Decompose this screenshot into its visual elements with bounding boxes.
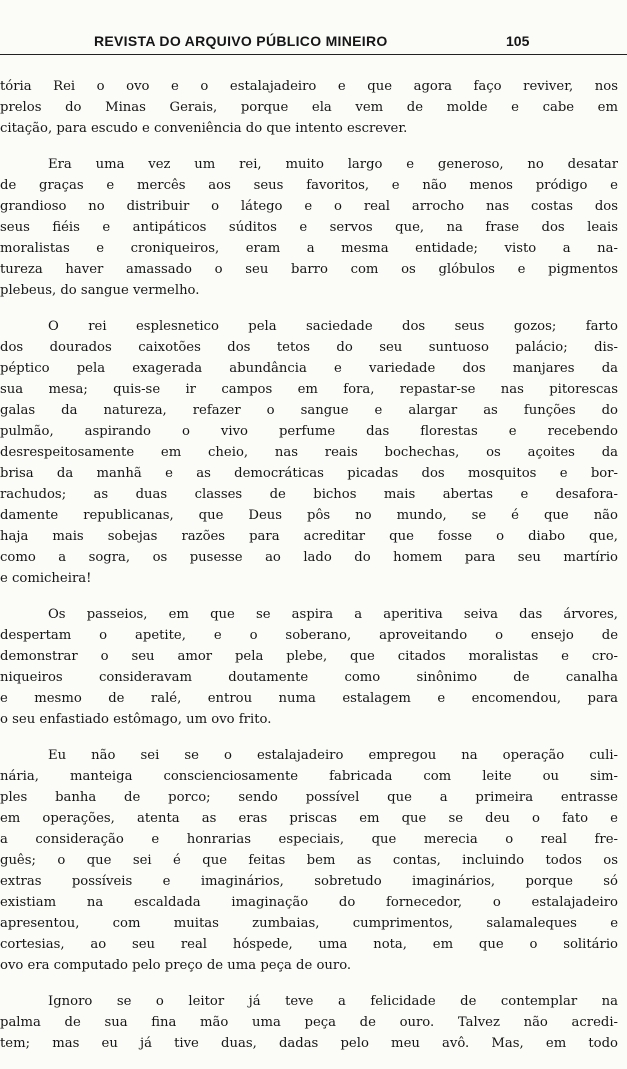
text-line: dos dourados caixotões dos tetos do seu suntuoso palácio; dis- — [0, 340, 618, 355]
text-line: prelos do Minas Gerais, porque ela vem de molde e cabe em — [0, 100, 618, 115]
page-number: 105 — [506, 33, 530, 49]
paragraph-4 — [0, 604, 618, 730]
text-line: péptico pela exagerada abundância e variedade dos manjares da — [0, 361, 618, 376]
text-line: e mesmo de ralé, entrou numa estalagem e encomendou, para — [0, 691, 618, 706]
text-line: tória Rei o ovo e o estalajadeiro e que agora faço reviver, nos — [0, 79, 618, 94]
text-line: seus fiéis e antipáticos súditos e servos que, na frase dos leais — [0, 220, 618, 235]
text-line: ovo era computado pelo preço de uma peça de ouro. — [0, 958, 352, 973]
text-line: tem; mas eu já tive duas, dadas pelo meu avô. Mas, em todo — [0, 1036, 618, 1051]
text-line: haja mais sobejas razões para acreditar que fosse o diabo que, — [0, 529, 618, 544]
text-line: citação, para escudo e conveniência do que intento escrever. — [0, 121, 408, 136]
text-line: plebeus, do sangue vermelho. — [0, 283, 200, 298]
text-line: em operações, atenta as eras priscas em que se deu o fato e — [0, 811, 618, 826]
text-line: nária, manteiga conscienciosamente fabricada com leite ou sim- — [0, 769, 618, 784]
text-line: Eu não sei se o estalajadeiro empregou na operação culi- — [48, 748, 618, 763]
text-line: demonstrar o seu amor pela plebe, que citados moralistas e cro- — [0, 649, 618, 664]
text-line: brisa da manhã e as democráticas picadas dos mosquitos e bor- — [0, 466, 618, 481]
text-line: apresentou, com muitas zumbaias, cumprimentos, salamaleques e — [0, 916, 618, 931]
text-line: damente republicanas, que Deus pôs no mundo, se é que não — [0, 508, 618, 523]
text-line: rachudos; as duas classes de bichos mais abertas e desafora- — [0, 487, 618, 502]
text-line: Ignoro se o leitor já teve a felicidade de contemplar na — [48, 994, 618, 1009]
text-line: cortesias, ao seu real hóspede, uma nota, em que o solitário — [0, 937, 618, 952]
text-line: moralistas e croniqueiros, eram a mesma entidade; visto a na- — [0, 241, 618, 256]
text-line: despertam o apetite, e o soberano, aproveitando o ensejo de — [0, 628, 618, 643]
text-line: extras possíveis e imaginários, sobretudo imaginários, porque só — [0, 874, 618, 889]
text-line: palma de sua fina mão uma peça de ouro. Talvez não acredi- — [0, 1015, 618, 1030]
text-line: como a sogra, os pusesse ao lado do homem para seu martírio — [0, 550, 618, 565]
paragraph-3 — [0, 316, 618, 589]
paragraph-5 — [0, 745, 618, 976]
text-line: existiam na escaldada imaginação do fornecedor, o estalajadeiro — [0, 895, 618, 910]
text-line: guês; o que sei é que feitas bem as contas, incluindo todos os — [0, 853, 618, 868]
journal-title: REVISTA DO ARQUIVO PÚBLICO MINEIRO — [94, 33, 388, 49]
body-text — [0, 76, 618, 1069]
text-line: tureza haver amassado o seu barro com os glóbulos e pigmentos — [0, 262, 618, 277]
text-line: e comicheira! — [0, 571, 92, 586]
text-line: niqueiros consideravam doutamente como sinônimo de canalha — [0, 670, 618, 685]
text-line: O rei esplesnetico pela saciedade dos seus gozos; farto — [48, 319, 618, 334]
paragraph-2 — [0, 154, 618, 301]
text-line: a consideração e honrarias especiais, que merecia o real fre- — [0, 832, 618, 847]
paragraph-6 — [0, 991, 618, 1054]
text-line: o seu enfastiado estômago, um ovo frito. — [0, 712, 272, 727]
running-header — [0, 30, 627, 55]
text-line: de graças e mercês aos seus favoritos, e não menos pródigo e — [0, 178, 618, 193]
text-line: galas da natureza, refazer o sangue e alargar as funções do — [0, 403, 618, 418]
paragraph-1 — [0, 76, 618, 139]
text-line: grandioso no distribuir o látego e o real arrocho nas costas dos — [0, 199, 618, 214]
text-line: pulmão, aspirando o vivo perfume das florestas e recebendo — [0, 424, 618, 439]
text-line: ples banha de porco; sendo possível que a primeira entrasse — [0, 790, 618, 805]
text-line: Era uma vez um rei, muito largo e generoso, no desatar — [48, 157, 618, 172]
text-line: sua mesa; quis-se ir campos em fora, repastar-se nas pitorescas — [0, 382, 618, 397]
text-line: desrespeitosamente em cheio, nas reais bochechas, os açoites da — [0, 445, 618, 460]
text-line: Os passeios, em que se aspira a aperitiva seiva das árvores, — [48, 607, 618, 622]
